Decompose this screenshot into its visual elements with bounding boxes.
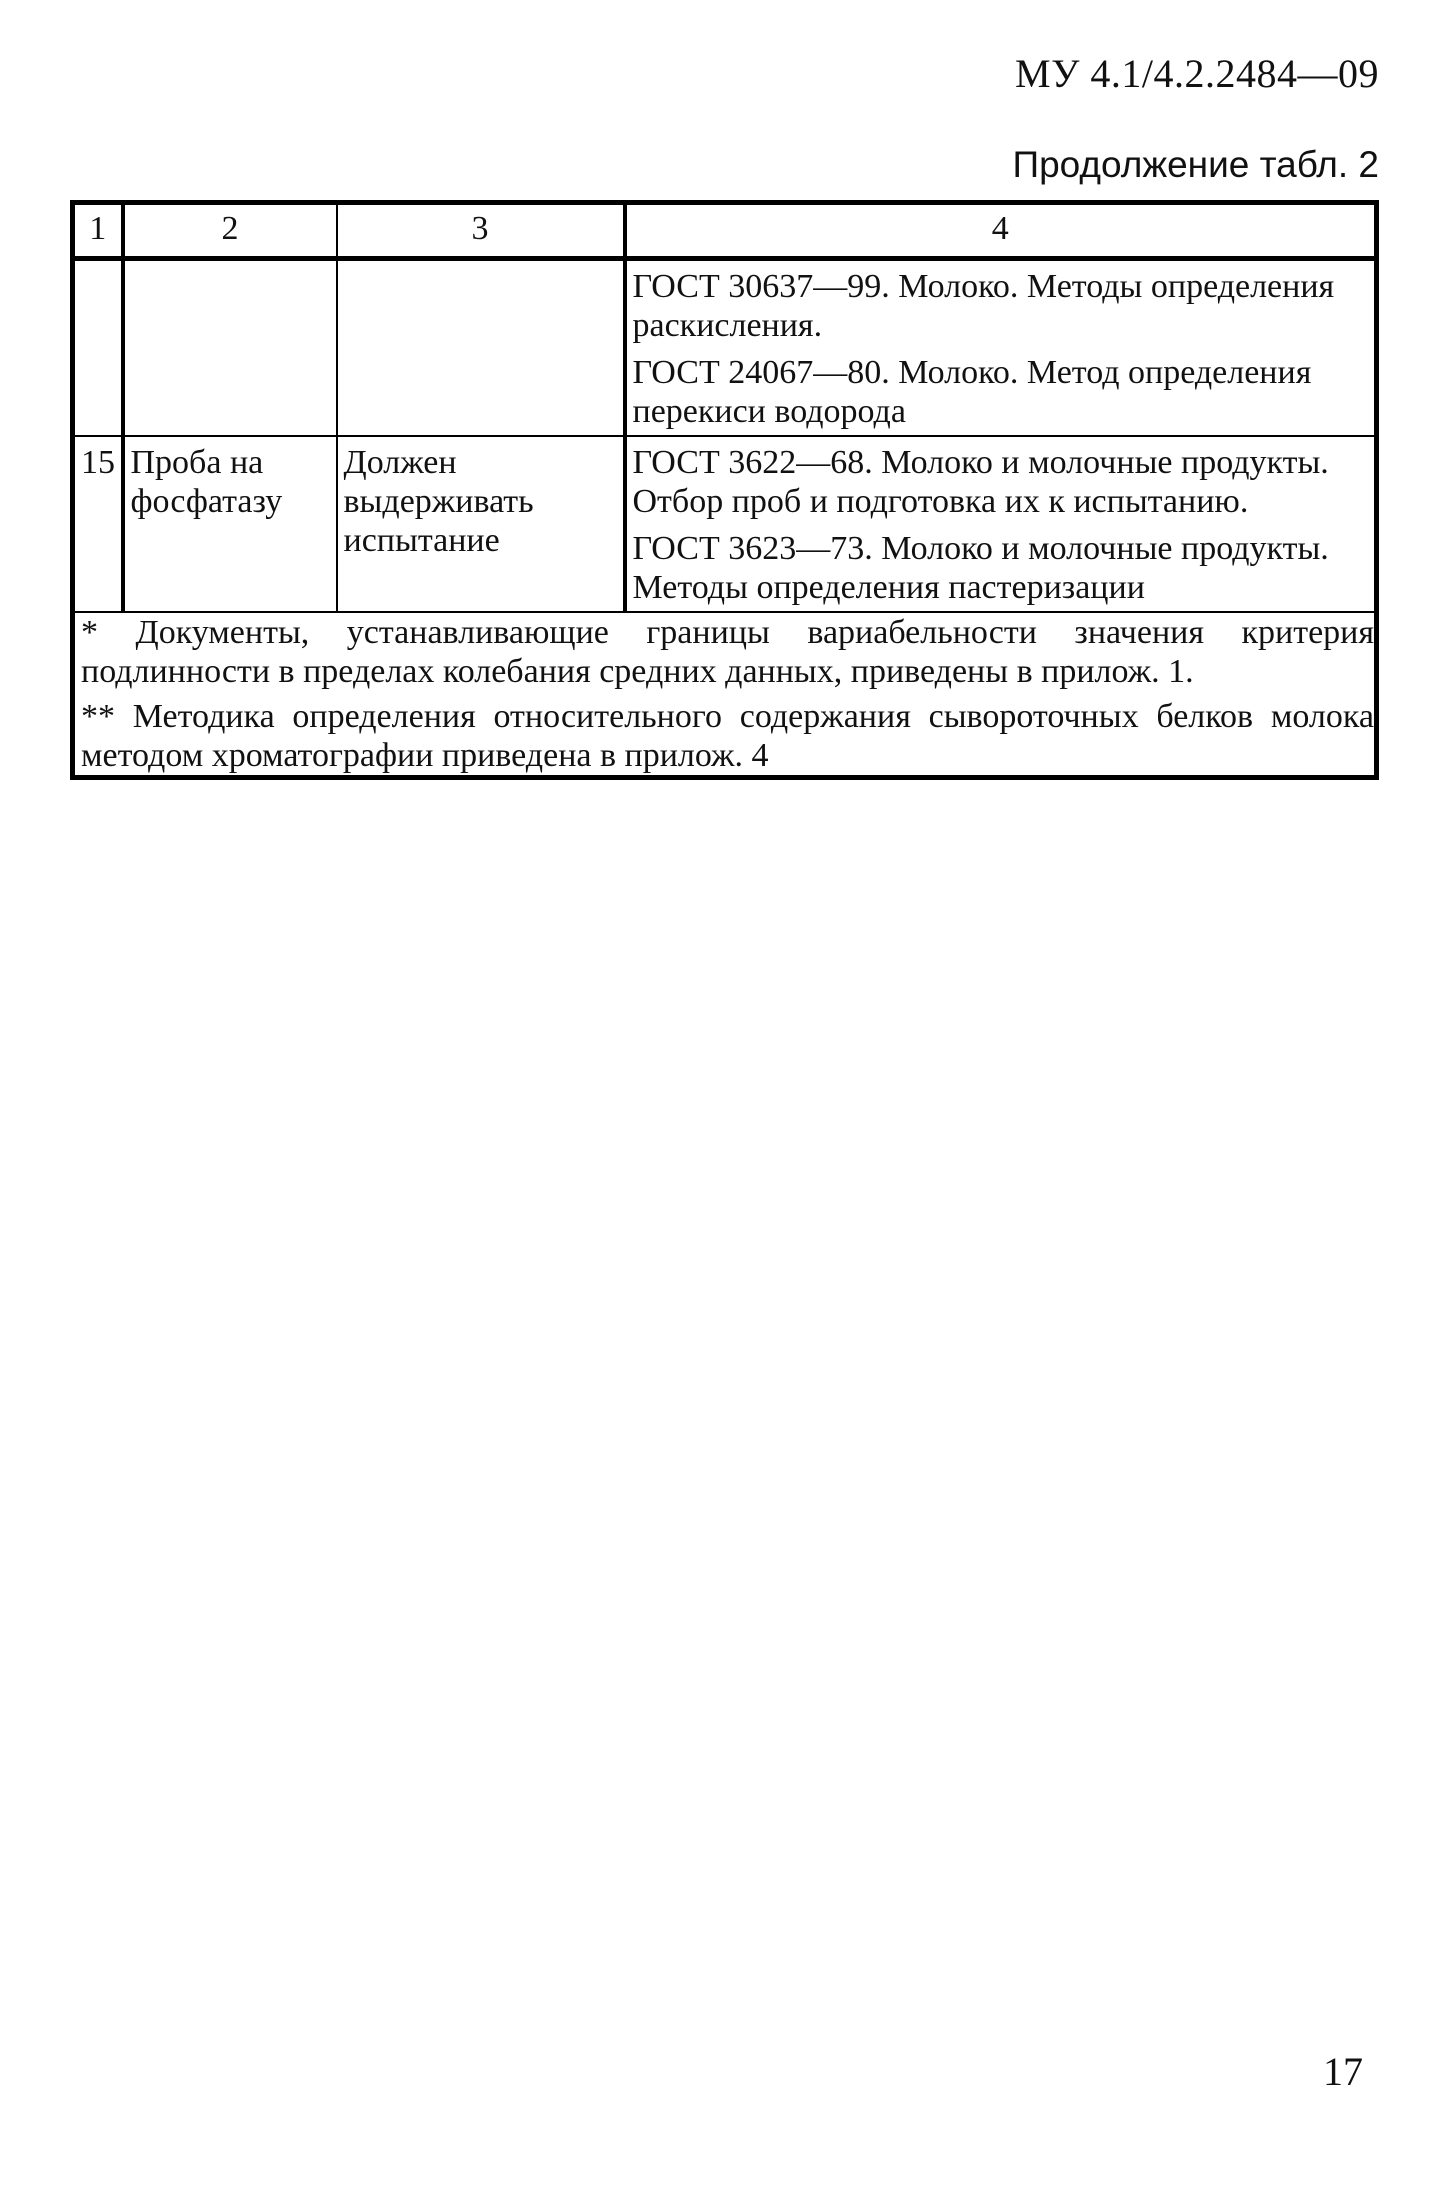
standard-reference: ГОСТ 3622—68. Молоко и молочные продукты. Отбор проб и подготовка их к испытанию. — [632, 444, 1329, 520]
cell-number — [73, 259, 123, 437]
cell-requirement: Должен выдерживать испытание — [337, 436, 625, 612]
cell-indicator — [123, 259, 337, 437]
standard-reference: ГОСТ 3623—73. Молоко и молочные продукты. Методы определения пастеризации — [632, 530, 1329, 606]
standard-reference: ГОСТ 30637—99. Молоко. Методы определения раскисления. — [632, 268, 1335, 344]
cell-standards — [625, 259, 1377, 437]
column-header-1: 1 — [73, 203, 123, 259]
cell-indicator: Проба на фосфатазу — [123, 436, 337, 612]
footnotes-cell — [73, 612, 1377, 778]
footnote-2: ** Методика определения относительного содержания сывороточных белков молока методом хроматографии приведена в прилож. 4 — [81, 698, 1374, 774]
column-header-2: 2 — [123, 203, 337, 259]
cell-number: 15 — [73, 436, 123, 612]
page-number: 17 — [1323, 2049, 1363, 2094]
column-header-3: 3 — [337, 203, 625, 259]
column-header-4: 4 — [625, 203, 1377, 259]
footnote-row — [73, 612, 1377, 778]
standards-table — [70, 200, 1379, 780]
cell-requirement — [337, 259, 625, 437]
standard-reference: ГОСТ 24067—80. Молоко. Метод определения перекиси водорода — [632, 354, 1312, 430]
table-row — [73, 259, 1377, 437]
document-code: МУ 4.1/4.2.2484—09 — [1015, 51, 1379, 96]
table-row — [73, 436, 1377, 612]
footnote-1: * Документы, устанавливающие границы вариабельности значения критерия подлинности в пределах колебания средних данных, приведены в прилож. 1. — [81, 614, 1374, 690]
table-caption: Продолжение табл. 2 — [1012, 144, 1379, 185]
table-header-row — [73, 203, 1377, 259]
cell-standards — [625, 436, 1377, 612]
